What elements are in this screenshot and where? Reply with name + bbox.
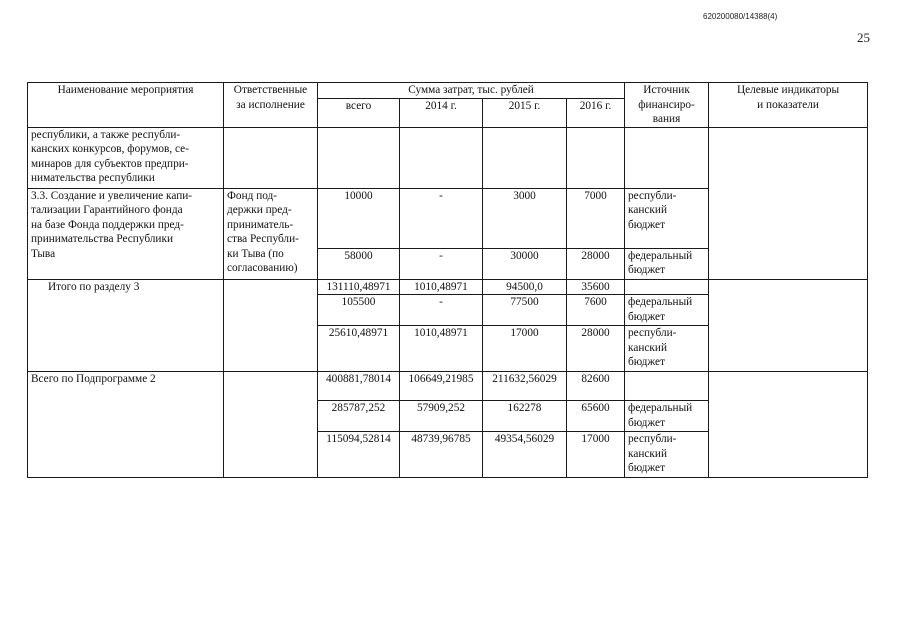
cell-total: 131110,48971 xyxy=(318,279,400,295)
cell-2016: 7000 xyxy=(567,188,625,248)
cell-2016: 7600 xyxy=(567,295,625,326)
cell-source: федеральный бюджет xyxy=(625,401,709,432)
vsego-name: Всего по Подпрограмме 2 xyxy=(28,372,224,478)
cell-total: 58000 xyxy=(318,248,400,279)
cell-2016: 28000 xyxy=(567,248,625,279)
cell-total: 285787,252 xyxy=(318,401,400,432)
page-number: 25 xyxy=(857,30,870,45)
cell-2016: 28000 xyxy=(567,326,625,372)
header-name: Наименование мероприятия xyxy=(28,83,224,128)
cell-2014: 1010,48971 xyxy=(400,326,483,372)
cell-2015: 49354,56029 xyxy=(483,432,567,478)
cell-2015: 94500,0 xyxy=(483,279,567,295)
cell-total: 115094,52814 xyxy=(318,432,400,478)
cell-2014: 48739,96785 xyxy=(400,432,483,478)
cell-2014: 106649,21985 xyxy=(400,372,483,401)
cell-2015: 17000 xyxy=(483,326,567,372)
header-2016: 2016 г. xyxy=(567,98,625,127)
table-row xyxy=(28,279,868,295)
header-2015: 2015 г. xyxy=(483,98,567,127)
table-row xyxy=(28,127,868,188)
header-targets: Целевые индикаторы и показатели xyxy=(709,83,868,128)
header-source: Источник финансиро- вания xyxy=(625,83,709,128)
cell-source: федеральный бюджет xyxy=(625,248,709,279)
cell-2014: - xyxy=(400,248,483,279)
cell-source: республи- канский бюджет xyxy=(625,326,709,372)
cell-2016: 35600 xyxy=(567,279,625,295)
cell-2015: 211632,56029 xyxy=(483,372,567,401)
cell-2016: 82600 xyxy=(567,372,625,401)
header-2014: 2014 г. xyxy=(400,98,483,127)
cell-total: 10000 xyxy=(318,188,400,248)
cell-source xyxy=(625,279,709,295)
cell-2016: 17000 xyxy=(567,432,625,478)
item-3-3-responsible: Фонд под- держки пред- приниматель- ства Республи- ки Тыва (по согласованию) xyxy=(224,188,318,279)
cell-2015: 162278 xyxy=(483,401,567,432)
targets-cell xyxy=(709,127,868,279)
itogo-name: Итого по разделу 3 xyxy=(28,279,224,372)
cell-source: республи- канский бюджет xyxy=(625,188,709,248)
table-row xyxy=(28,372,868,401)
cell-2015: 77500 xyxy=(483,295,567,326)
targets-cell xyxy=(709,279,868,372)
budget-table xyxy=(27,82,868,478)
cell-2015: 3000 xyxy=(483,188,567,248)
continuation-text: республики, а также республи- канских конкурсов, форумов, се- минаров для субъектов предпри- нимательства республики xyxy=(28,127,224,188)
header-responsible: Ответственные за исполнение xyxy=(224,83,318,128)
cell-source: республи- канский бюджет xyxy=(625,432,709,478)
header-total: всего xyxy=(318,98,400,127)
header-sum: Сумма затрат, тыс. рублей xyxy=(318,83,625,99)
cell-2014: - xyxy=(400,188,483,248)
cell-total: 400881,78014 xyxy=(318,372,400,401)
document-id: 620200080/14388(4) xyxy=(703,12,778,21)
cell-2014: 1010,48971 xyxy=(400,279,483,295)
cell-total: 25610,48971 xyxy=(318,326,400,372)
cell-2014: 57909,252 xyxy=(400,401,483,432)
item-3-3-name: 3.3. Создание и увеличение капи- тализации Гарантийного фонда на базе Фонда поддержки пред- принимательства Республики Тыва xyxy=(28,188,224,279)
cell-2015: 30000 xyxy=(483,248,567,279)
cell-2014: - xyxy=(400,295,483,326)
cell-2016: 65600 xyxy=(567,401,625,432)
targets-cell xyxy=(709,372,868,478)
cell-source xyxy=(625,372,709,401)
cell-total: 105500 xyxy=(318,295,400,326)
cell-source: федеральный бюджет xyxy=(625,295,709,326)
